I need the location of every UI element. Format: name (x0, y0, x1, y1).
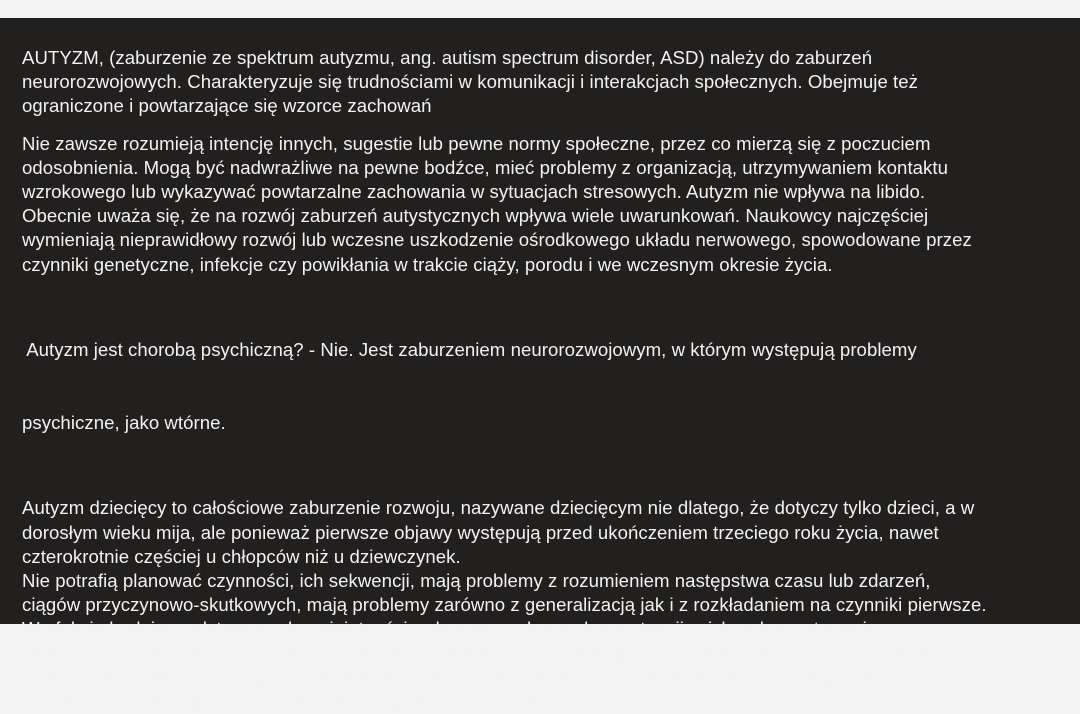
text-line: niewyleczalny. Wczesna diagnoza i działania terapeutyczne,niwelujące problemy wynikające z tego zaburzenia są (22, 666, 965, 688)
text-line: wzrokowego lub wykazywać powtarzalne zachowania w sytuacjach stresowych. Autyzm nie wpływa na libido. (22, 181, 926, 203)
paragraph-causes (22, 204, 1060, 277)
text-line: Autyzm jest chorobą psychiczną? - Nie. Jest zaburzeniem neurorozwojowym, w którym występują problemy (22, 339, 917, 361)
paragraph-definition (22, 46, 1060, 119)
paragraph-planning (22, 569, 1060, 642)
text-panel (0, 18, 1080, 713)
text-line: Autyzm dziecięcy to całościowe zaburzenie rozwoju, nazywane dziecięcym nie dlatego, że dotyczy tylko dzieci, a w (22, 497, 975, 519)
text-line: niezbędne w celu zapewnienia jak najlepszego rozwoju dziecka. (22, 691, 554, 713)
text-line: odosobnienia. Mogą być nadwrażliwe na pewne bodźce, mieć problemy z organizacją, utrzymywaniem kontaktu (22, 156, 949, 178)
paragraph-treatment (22, 642, 1060, 714)
text-line: Obecnie uważa się, że na rozwój zaburzeń autystycznych wpływa wiele uwarunkowań. Naukowcy najczęściej (22, 205, 929, 227)
text-line: czynniki genetyczne, infekcje czy powikłania w trakcie ciąży, porodu i we wczesnym okresie życia. (22, 253, 833, 275)
text-line: ograniczone i powtarzające się wzorce zachowań (22, 95, 432, 117)
text-line: Nie zawsze rozumieją intencję innych, sugestie lub pewne normy społeczne, przez co mierzą się z poczuciem (22, 132, 931, 154)
text-line: psychiczne, jako wtórne. (22, 411, 226, 433)
text-line: dorosłym wieku mija, ale ponieważ pierwsze objawy występują przed ukończeniem trzeciego roku życia, nawet (22, 521, 939, 543)
paragraph-not-illness (22, 290, 1060, 484)
text-line: ciągów przyczynowo-skutkowych, mają problemy zarówno z generalizacją jak i z rozkładaniem na czynniki pierwsze. (22, 594, 987, 616)
paragraph-childhood-autism (22, 496, 1060, 569)
text-line: Obecnie możliwe jest leczenie zaburzenia, jakim jest autyzm farmakologicznie i behawioralnie. Jest on jednak (22, 642, 930, 664)
text-line: W efekcie brak im podstawowych umiejętności wykonawczych oraz kompetencji w ich wykorzystywaniu. (22, 618, 883, 640)
text-line: wymieniają nieprawidłowy rozwój lub wczesne uszkodzenie ośrodkowego układu nerwowego, spowodowane przez (22, 229, 972, 251)
text-line: AUTYZM, (zaburzenie ze spektrum autyzmu, ang. autism spectrum disorder, ASD) należy do zaburzeń (22, 47, 873, 68)
text-line: neurorozwojowych. Charakteryzuje się trudnościami w komunikacji i interakcjach społecznych. Obejmuje też (22, 71, 919, 93)
text-line: czterokrotnie częściej u chłopców niż u dziewczynek. (22, 545, 461, 567)
paragraph-symptoms (22, 132, 1060, 205)
text-line: Nie potrafią planować czynności, ich sekwencji, mają problemy z rozumieniem następstwa czasu lub zdarzeń, (22, 570, 931, 592)
